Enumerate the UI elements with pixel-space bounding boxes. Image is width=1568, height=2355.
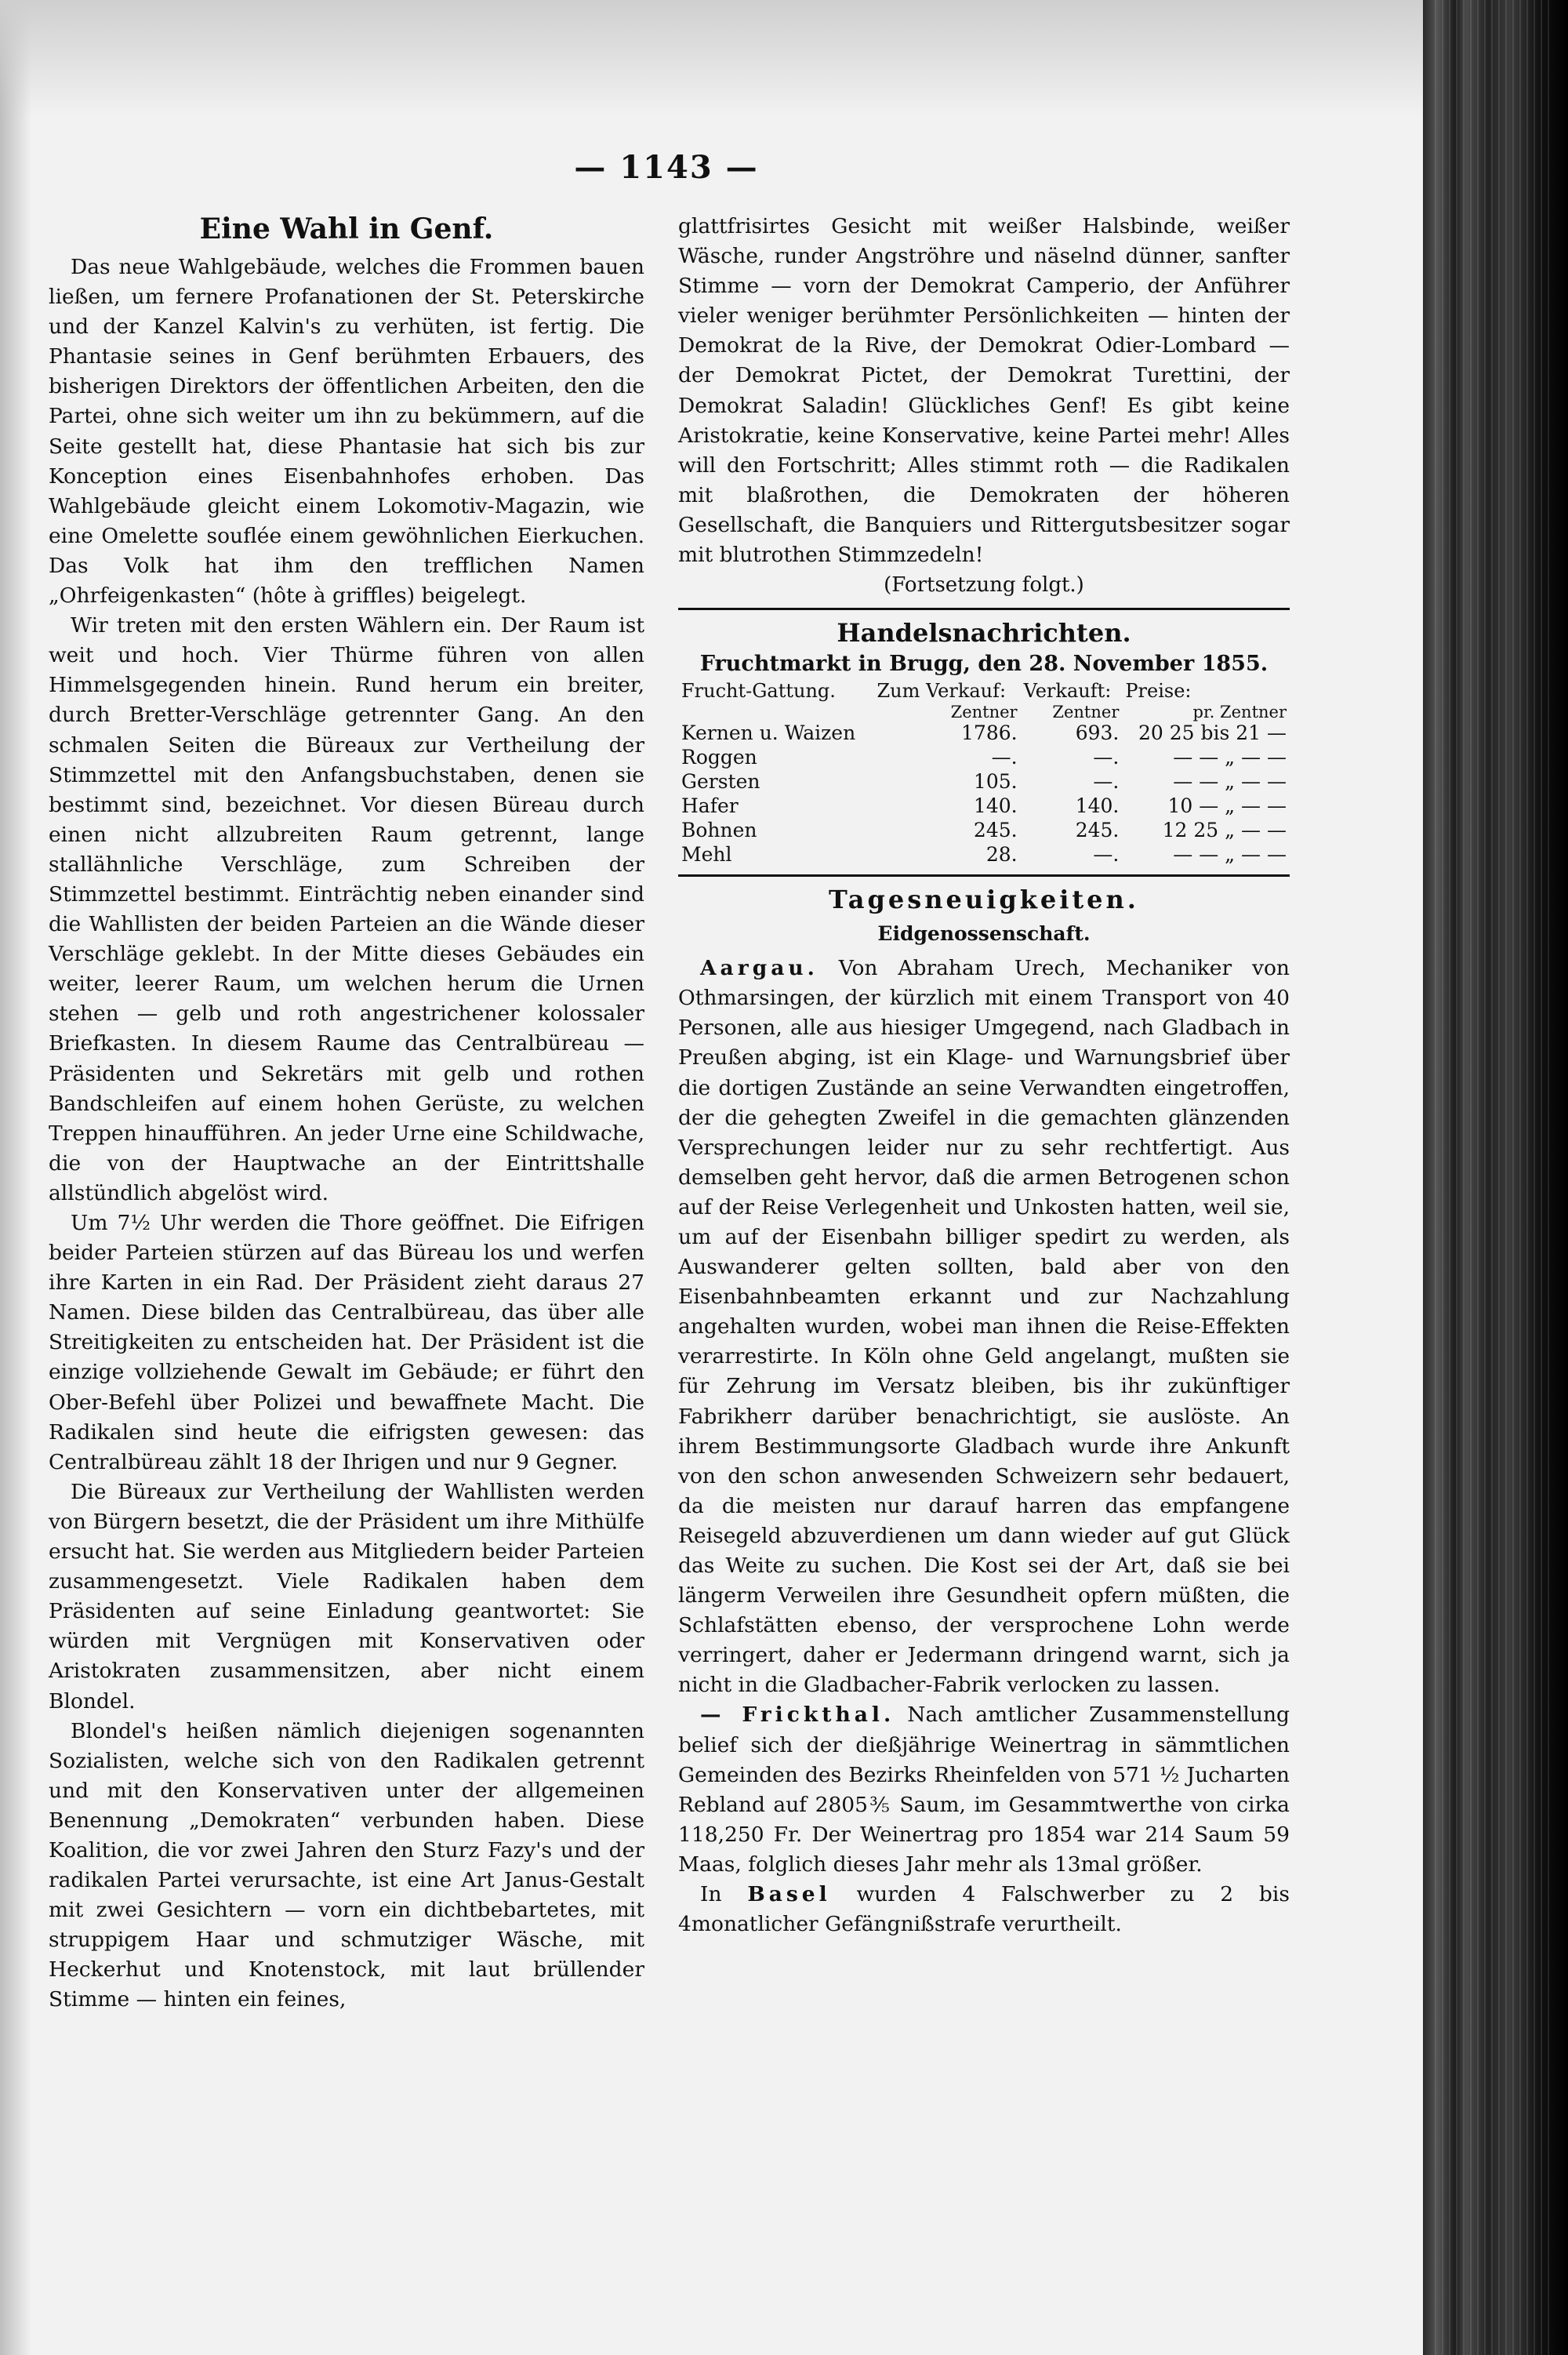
for-sale-value: —. (991, 746, 1018, 769)
grain-name: Bohnen (681, 819, 757, 842)
page-edges-texture (1435, 0, 1552, 2355)
article-continuation: glattfrisirtes Gesicht mit weißer Halsbinde, weißer Wäsche, runder Angströhre und näselnd dünner, sanfter Stimme — vorn der Demokrat Camperio, der Anführer vieler weniger berühmter Persönlichkeiten — hinten der Demokrat de la Rive, der Demokrat Odier-Lombard — der Demokrat Pictet, der Demokrat Turettini, der Demokrat Saladin! Glückliches Genf! Es gibt keine Aristokratie, keine Konservative, keine Partei mehr! Alles will den Fortschritt; Alles stimmt roth — die Radikalen mit blaßrothen, die Demokraten der höheren Gesellschaft, die Banquiers und Rittergutsbesitzer sogar mit blutrothen Stimmzedeln! (678, 214, 1290, 568)
news-item-basel (678, 1880, 1290, 1939)
table-unit-cell (678, 703, 874, 721)
table-row (678, 769, 1290, 794)
news-text: wurden 4 Falschwerber zu 2 bis 4monatlicher Gefängnißstrafe verurtheilt. (678, 1882, 1290, 1937)
price-value: 12 25 „ — — (1162, 819, 1287, 842)
place-name: — Frickthal. (700, 1703, 895, 1728)
table-header-cell: Preise: (1125, 680, 1192, 703)
article-paragraph: Die Büreaux zur Vertheilung der Wahllisten werden von Bürgern besetzt, die der Präsident um ihre Mithülfe ersucht hat. Sie werden aus Mitgliedern beider Parteien zusammengesetzt. Viele Radikalen haben dem Präsidenten auf seine Einladung geantwortet: Sie würden mit Vergnügen mit Konservativen oder Aristokraten zusammensitzen, aber nicht einem Blondel. (49, 1479, 644, 1714)
for-sale-value: 28. (985, 843, 1018, 867)
article-paragraph: Blondel's heißen nämlich diejenigen sogenannten Sozialisten, welche sich von den Radikalen getrennt und mit den Konservativen unter der allgemeinen Benennung „Demokraten“ verbunden haben. Diese Koalition, die vor zwei Jahren den Sturz Fazy's und der radikalen Partei verursachte, ist eine Art Janus-Gestalt mit zwei Gesichtern — vorn ein dichtbebartetes, mit struppigem Haar und schmutziger Wäsche, mit Heckerhut und Knotenstock, mit laut brüllender Stimme — hinten ein feines, (49, 1718, 644, 2012)
for-sale-value: 105. (973, 770, 1018, 794)
page-gutter-shadow (0, 0, 31, 2355)
table-row (678, 721, 1290, 745)
table-units-row (678, 703, 1290, 721)
for-sale-value: 1786. (961, 721, 1018, 745)
daily-news-heading: Tagesneuigkeiten. (829, 885, 1139, 915)
right-column (678, 212, 1290, 1939)
article-paragraph: Um 7½ Uhr werden die Thore geöffnet. Die Eifrigen beider Parteien stürzen auf das Büreau los und werfen ihre Karten in ein Rad. Der Präsident zieht daraus 27 Namen. Diese bilden das Centralbüreau, das über alle Streitigkeiten zu entscheiden hat. Der Präsident ist die einzige vollziehende Gewalt im Gebäude; er führt den Ober-Befehl über Polizei und bewaffnete Macht. Die Radikalen sind heute die eifrigsten gewesen: das Centralbüreau zählt 18 der Ihrigen und nur 9 Gegner. (49, 1211, 644, 1474)
news-item-aargau (678, 954, 1290, 1700)
table-header-row (678, 679, 1290, 703)
page-top-shadow (0, 0, 1423, 118)
grain-market-table (678, 679, 1290, 867)
grain-name: Hafer (681, 794, 739, 818)
place-name: Basel (747, 1882, 831, 1907)
price-value: 20 25 bis 21 — (1138, 721, 1287, 745)
article-paragraph: Wir treten mit den ersten Wählern ein. Der Raum ist weit und hoch. Vier Thürme führen von allen Himmelsgegenden hinein. Rund herum ein breiter, durch Bretter-Verschläge getrennter Gang. An den schmalen Seiten die Büreaux zur Vertheilung der Stimmzettel mit den Anfangsbuchstaben, denen sie bestimmt sind, bezeichnet. Vor diesen Büreau durch einen nicht allzubreiten Raum getrennt, lange stallähnliche Verschläge, zum Schreiben der Stimmzettel bestimmt. Einträchtig neben einander sind die Wahllisten der beiden Parteien an die Wände dieser Verschläge geklebt. In der Mitte dieses Gebäudes ein weiter, leerer Raum, um welchen herum die Urnen stehen — gelb und roth angestrichener kolossaler Briefkasten. In diesem Raume das Centralbüreau — Präsidenten und Sekretärs mit gelb und rothen Bandschleifen auf einem hohen Gerüste, zu welchen Treppen hinaufführen. An jeder Urne eine Schildwache, die von der Hauptwache an der Eintrittshalle allstündlich abgelöst wird. (49, 613, 644, 1205)
sold-value: 693. (1075, 721, 1120, 745)
table-unit-cell: Zentner (1052, 703, 1120, 722)
for-sale-value: 245. (973, 819, 1018, 842)
table-row (678, 818, 1290, 842)
sold-value: —. (1093, 746, 1120, 769)
news-text: Nach amtlicher Zusammenstellung belief sich der dießjährige Weinertrag in sämmtlichen Gemeinden des Bezirks Rheinfelden von 571 ½ Jucharten Rebland auf 2805⅗ Saum, im Gesammtwerthe von cirka 118,250 Fr. Der Weinertrag pro 1854 war 214 Saum 59 Maas, folglich dieses Jahr mehr als 13mal größer. (678, 1703, 1290, 1877)
grain-name: Gersten (681, 770, 760, 794)
table-unit-cell: Zentner (950, 703, 1018, 722)
sold-value: 245. (1075, 819, 1120, 842)
sold-value: 140. (1075, 794, 1120, 818)
grain-name: Roggen (681, 746, 757, 769)
trade-news-heading: Handelsnachrichten. (837, 618, 1131, 649)
article-title: Eine Wahl in Genf. (199, 213, 494, 245)
page-number: — 1143 — (574, 149, 759, 186)
table-row (678, 794, 1290, 818)
price-value: 10 — „ — — (1167, 794, 1287, 818)
sold-value: —. (1093, 843, 1120, 867)
market-title: Fruchtmarkt in Brugg, den 28. November 1855. (699, 652, 1269, 677)
continued-note: (Fortsetzung folgt.) (884, 573, 1084, 598)
place-name: Aargau. (700, 956, 818, 981)
price-value: — — „ — — (1173, 843, 1287, 867)
article-paragraph: Das neue Wahlgebäude, welches die Frommen bauen ließen, um fernere Profanationen der St. Peterskirche und der Kanzel Kalvin's zu verhüten, ist fertig. Die Phantasie seines in Genf berühmten Erbauers, des bisherigen Direktors der öffentlichen Arbeiten, den die Partei, ohne sich weiter um ihn zu bekümmern, auf die Seite gestellt hat, diese Phantasie hat sich bis zur Konception eines Eisenbahnhofes erhoben. Das Wahlgebäude gleicht einem Lokomotiv-Magazin, wie eine Omelette souflée einem gewöhnlichen Eierkuchen. Das Volk hat ihm den trefflichen Namen „Ohrfeigenkasten“ (hôte à griffles) beigelegt. (49, 255, 644, 609)
section-divider (678, 874, 1290, 877)
news-item-fricktal (678, 1700, 1290, 1880)
table-unit-cell: pr. Zentner (1192, 703, 1287, 722)
table-row (678, 745, 1290, 769)
left-column (49, 212, 644, 2015)
price-value: — — „ — — (1173, 746, 1287, 769)
price-value: — — „ — — (1173, 770, 1287, 794)
grain-name: Mehl (681, 843, 732, 867)
sold-value: —. (1093, 770, 1120, 794)
table-header-cell: Zum Verkauf: (877, 680, 1007, 703)
table-header-cell: Verkauft: (1023, 680, 1112, 703)
for-sale-value: 140. (973, 794, 1018, 818)
table-header-cell: Frucht-Gattung. (681, 680, 836, 703)
news-text: Von Abraham Urech, Mechaniker von Othmarsingen, der kürzlich mit einem Transport von 40 Personen, alle aus hiesiger Umgegend, nach Gladbach in Preußen abging, ist ein Klage- und Warnungsbrief über die dortigen Zustände an seine Verwandten eingetroffen, der die gehegten Zweifel in die gemachten glänzenden Versprechungen leider nur zu sehr rechtfertigt. Aus demselben geht hervor, daß die armen Betrogenen schon auf der Reise Verlegenheit und Unkosten hatten, weil sie, um auf der Eisenbahn billiger spedirt zu werden, als Auswanderer gelten sollten, bald aber von den Eisenbahnbeamten erkannt und zur Nachzahlung angehalten wurden, wobei man ihnen die Reise-Effekten verarrestirte. In Köln ohne Geld angelangt, mußten sie für Zehrung im Versatz bleiben, bis ihr zukünftiger Fabrikherr darüber benachrichtigt, sie auslöste. An ihrem Bestimmungsorte Gladbach wurde ihre Ankunft von den schon anwesenden Schweizern sehr bedauert, da die meisten nur darauf harren das empfangene Reisegeld abzuverdienen um dann wieder auf gut Glück das Weite zu suchen. Die Kost sei der Art, daß sie bei längerm Verweilen ihre Gesundheit opfern müßten, die Schlafstätten ebenso, der versprochene Lohn werde verringert, daher er Jedermann dringend warnt, sich ja nicht in die Gladbacher-Fabrik verlocken zu lassen. (678, 956, 1290, 1698)
table-row (678, 842, 1290, 867)
daily-news-subheading: Eidgenossenschaft. (877, 922, 1091, 946)
news-text-prefix: In (700, 1882, 722, 1907)
section-divider (678, 608, 1290, 610)
grain-name: Kernen u. Waizen (681, 721, 856, 745)
